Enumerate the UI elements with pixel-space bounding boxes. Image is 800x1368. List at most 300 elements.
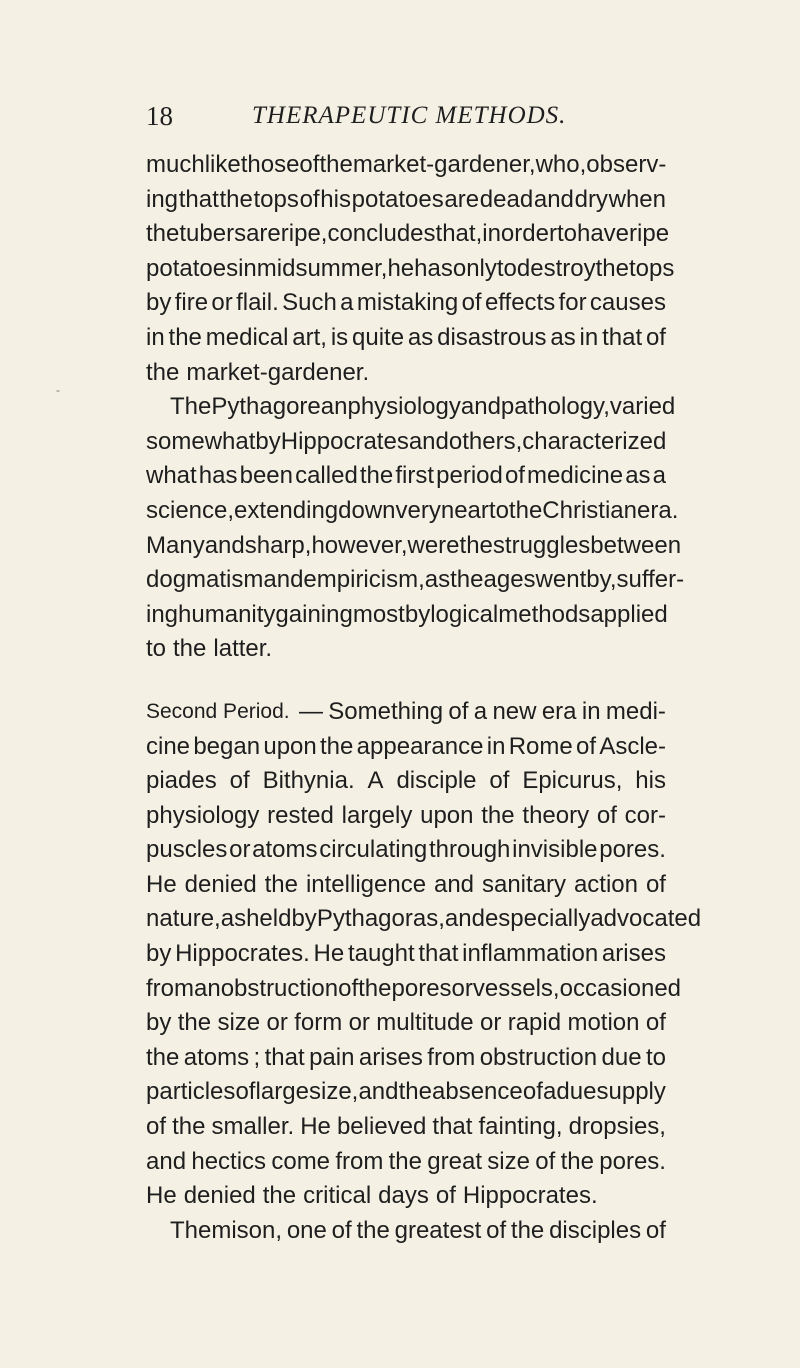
word: in: [238, 254, 257, 282]
word: Hippocrates.: [462, 1182, 598, 1210]
word: rested: [267, 801, 334, 829]
word: in: [482, 220, 501, 248]
word: the: [177, 1009, 212, 1037]
word: and: [204, 531, 245, 559]
word: the: [146, 358, 180, 386]
word: disciple: [396, 767, 477, 795]
word: he: [387, 254, 415, 282]
word: the: [560, 1147, 594, 1175]
word: size: [487, 1147, 530, 1175]
word: as: [424, 566, 451, 594]
word: suffer-: [616, 566, 685, 594]
word: varied: [609, 393, 676, 421]
text-line: [146, 529, 682, 564]
word: inflammation: [462, 940, 599, 968]
word: tops: [253, 185, 299, 213]
word: first: [395, 462, 435, 490]
word: A: [367, 767, 384, 795]
word: from: [146, 974, 194, 1002]
word: however,: [311, 531, 408, 559]
word: pathology,: [500, 393, 610, 421]
word: come: [271, 1147, 331, 1175]
word: the: [219, 185, 253, 213]
text-line: [146, 764, 666, 799]
word: to: [645, 1043, 666, 1071]
word: cor-: [624, 801, 666, 829]
text-line: [146, 799, 666, 834]
word: particles: [146, 1078, 236, 1106]
word: days: [378, 1182, 429, 1210]
word: that,: [435, 220, 483, 248]
body-text: [146, 148, 702, 1248]
word: extending: [234, 496, 339, 524]
word: due: [601, 1043, 642, 1071]
word: to: [496, 254, 517, 282]
word: and: [444, 905, 485, 933]
word: critical: [303, 1182, 372, 1210]
word: ing: [146, 185, 179, 213]
text-line: [146, 730, 666, 765]
word: science,: [146, 496, 235, 524]
word: the: [481, 801, 515, 829]
word: ripe: [629, 220, 670, 248]
word: that: [432, 1113, 473, 1141]
word: by: [146, 1009, 172, 1037]
word: medical: [205, 323, 289, 351]
text-line: [146, 632, 666, 667]
word: vessels,: [472, 974, 560, 1002]
word: to: [556, 220, 577, 248]
word: mistaking: [356, 289, 459, 317]
word: denied: [184, 870, 257, 898]
word: are: [444, 185, 480, 213]
word: Many: [146, 531, 205, 559]
word: and: [358, 1078, 399, 1106]
word: of: [645, 1009, 666, 1037]
text-line: [146, 1006, 666, 1041]
word: were: [407, 531, 460, 559]
word: hectics: [191, 1147, 267, 1175]
word: his: [320, 185, 351, 213]
word: market-gardener,: [352, 151, 536, 178]
word: logical: [430, 600, 499, 628]
word: upon: [263, 732, 317, 760]
word: very: [395, 496, 441, 524]
word: —: [298, 697, 323, 725]
word: of: [435, 1182, 456, 1210]
word: He: [300, 1113, 331, 1141]
word: pores.: [599, 1147, 666, 1175]
paragraph-2: [146, 390, 685, 667]
text-line: [146, 1179, 666, 1214]
word: Hippocrates.: [175, 940, 310, 968]
word: the: [398, 1078, 432, 1106]
word: occasioned: [559, 974, 682, 1002]
word: that: [178, 185, 219, 213]
text-line: [146, 425, 666, 460]
word: of: [504, 462, 525, 490]
word: of: [338, 974, 359, 1002]
word: who,: [535, 151, 587, 178]
paragraph-gap: [146, 667, 666, 695]
word: potatoes: [351, 185, 444, 213]
word: of: [645, 1216, 666, 1244]
word: era.: [637, 496, 679, 524]
word: observ-: [586, 151, 667, 178]
word: Hippocrates: [280, 427, 409, 455]
text-line: [146, 286, 666, 321]
word: between: [590, 531, 682, 559]
word: invisible: [512, 836, 598, 864]
word: potatoes: [146, 254, 239, 282]
word: that: [602, 323, 643, 351]
word: midsummer,: [256, 254, 388, 282]
word: others,: [448, 427, 523, 455]
word: an: [194, 974, 221, 1002]
text-line: [146, 459, 666, 494]
word: He: [146, 870, 177, 898]
word: and: [408, 427, 449, 455]
word: of: [486, 1216, 507, 1244]
word: atoms: [183, 1043, 250, 1071]
word: Bithynia.: [262, 767, 355, 795]
word: when: [608, 185, 666, 213]
word: characterized: [522, 427, 667, 455]
word: tubers: [179, 220, 247, 248]
word: Ascle-: [599, 732, 666, 760]
word: of: [522, 1078, 543, 1106]
word: has: [198, 462, 238, 490]
word: denied: [183, 1182, 256, 1210]
word: or: [348, 1009, 370, 1037]
text-line: [146, 494, 679, 529]
word: the: [146, 220, 180, 248]
word: gaining: [275, 600, 353, 628]
word: of: [229, 767, 250, 795]
word: from: [427, 1043, 476, 1071]
word: great: [427, 1147, 482, 1175]
word: his: [635, 767, 666, 795]
page-number: 18: [146, 101, 173, 131]
word: The: [170, 393, 212, 421]
word: in: [486, 732, 506, 760]
word: applied: [590, 600, 668, 628]
word: the: [319, 151, 353, 178]
word: humanity: [178, 600, 276, 628]
word: motion: [567, 1009, 640, 1037]
word: Pythagorean: [211, 393, 348, 421]
word: most: [352, 600, 405, 628]
word: supply: [596, 1078, 666, 1106]
word: effects: [484, 289, 556, 317]
word: order: [500, 220, 557, 248]
word: is: [330, 323, 349, 351]
word: of: [535, 1147, 556, 1175]
word: pores: [391, 974, 452, 1002]
word: largely: [341, 801, 413, 829]
word: of: [596, 801, 617, 829]
word: from: [335, 1147, 384, 1175]
word: or: [211, 289, 233, 317]
word: by: [146, 940, 172, 968]
word: began: [193, 732, 261, 760]
word: market-gardener.: [186, 358, 370, 386]
paragraph-1: [146, 148, 675, 390]
word: much: [146, 151, 205, 178]
word: sanitary: [481, 870, 567, 898]
word: of: [645, 323, 666, 351]
word: era: [541, 697, 577, 725]
word: disastrous: [437, 323, 547, 351]
word: dead: [479, 185, 534, 213]
word: by: [255, 427, 281, 455]
word: of: [461, 289, 482, 317]
word: one: [286, 1216, 327, 1244]
word: the: [388, 1147, 422, 1175]
word: believed: [336, 1113, 427, 1141]
word: latter.: [213, 635, 273, 663]
word: ripe,: [280, 220, 328, 248]
text-line: [146, 1110, 666, 1145]
word: Something: [328, 697, 444, 725]
text-line: [146, 390, 676, 425]
word: obstruction: [479, 1043, 598, 1071]
word: by,: [586, 566, 617, 594]
word: or: [451, 974, 473, 1002]
text-line: [146, 1145, 666, 1180]
word: smaller.: [211, 1113, 295, 1141]
word: rapid: [507, 1009, 562, 1037]
word: Epicurus,: [522, 767, 623, 795]
text-line: [146, 148, 666, 183]
word: upon: [420, 801, 474, 829]
word: has: [414, 254, 453, 282]
word: a: [340, 289, 354, 317]
word: dogmatism: [146, 566, 264, 594]
word: the: [450, 566, 484, 594]
word: of: [235, 1078, 256, 1106]
word: the: [173, 635, 207, 663]
word: through: [429, 836, 511, 864]
word: physiology: [347, 393, 461, 421]
word: that: [418, 940, 459, 968]
word: greatest: [394, 1216, 482, 1244]
text-line: [146, 356, 666, 391]
word: that: [264, 1043, 305, 1071]
word: only: [452, 254, 497, 282]
word: nature,: [146, 905, 221, 933]
word: are: [246, 220, 281, 248]
word: or: [266, 1009, 288, 1037]
word: the: [356, 1216, 390, 1244]
text-line: [146, 598, 666, 633]
word: the: [262, 1182, 297, 1210]
word: the: [358, 974, 392, 1002]
word: dry: [574, 185, 608, 213]
word: of: [448, 697, 469, 725]
word: obstruction: [220, 974, 339, 1002]
word: of: [299, 151, 320, 178]
word: went: [535, 566, 587, 594]
word: of: [489, 767, 510, 795]
text-line: [146, 833, 666, 868]
word: the: [595, 254, 629, 282]
word: of: [576, 732, 597, 760]
word: held: [246, 905, 292, 933]
word: ;: [253, 1043, 261, 1071]
word: by: [291, 905, 317, 933]
word: medi-: [605, 697, 666, 725]
word: arises: [601, 940, 666, 968]
text-line: [146, 972, 682, 1007]
word: the: [146, 1043, 180, 1071]
word: art,: [292, 323, 327, 351]
word: action: [573, 870, 638, 898]
word: taught: [347, 940, 415, 968]
word: and: [263, 566, 304, 594]
word: those: [240, 151, 300, 178]
text-line: [146, 252, 675, 287]
word: a: [652, 462, 666, 490]
word: like: [204, 151, 241, 178]
text-line: [146, 563, 685, 598]
word: been: [239, 462, 293, 490]
word: the: [459, 531, 493, 559]
word: arises: [358, 1043, 423, 1071]
word: puscles: [146, 836, 228, 864]
word: intelligence: [305, 870, 427, 898]
word: form: [294, 1009, 343, 1037]
word: a: [473, 697, 488, 725]
word: of: [331, 1216, 352, 1244]
page-blemish: -: [56, 383, 60, 397]
word: and: [433, 870, 475, 898]
word: the: [264, 870, 299, 898]
text-line: [146, 1041, 666, 1076]
word: struggles: [492, 531, 591, 559]
word: disciples: [549, 1216, 642, 1244]
word: sharp,: [244, 531, 312, 559]
word: by: [146, 289, 172, 317]
page-header: [146, 96, 666, 136]
word: atoms: [252, 836, 318, 864]
word: for: [558, 289, 587, 317]
word: the: [320, 732, 354, 760]
word: Rome: [508, 732, 573, 760]
word: destroy: [516, 254, 596, 282]
word: due: [556, 1078, 597, 1106]
word: or: [229, 836, 251, 864]
text-line: [146, 937, 666, 972]
word: near: [440, 496, 489, 524]
word: large: [255, 1078, 309, 1106]
word: and: [460, 393, 501, 421]
running-title: THERAPEUTIC METHODS.: [252, 102, 567, 129]
word: to: [146, 635, 167, 663]
word: as: [625, 462, 651, 490]
word: advocated: [590, 905, 702, 933]
word: have: [576, 220, 630, 248]
word: concludes: [327, 220, 436, 248]
paragraph-3: [146, 695, 702, 1214]
word: pores.: [599, 836, 666, 864]
word: He: [146, 1182, 177, 1210]
word: medicine: [527, 462, 624, 490]
word: ing: [146, 600, 179, 628]
word: in: [146, 323, 165, 351]
section-heading: Second Period.: [146, 699, 290, 723]
word: multitude: [376, 1009, 474, 1037]
text-line: [146, 217, 670, 252]
word: the: [508, 496, 543, 524]
word: by: [404, 600, 431, 628]
word: down: [338, 496, 396, 524]
word: cine: [146, 732, 191, 760]
word: tops: [628, 254, 675, 282]
word: empiricism,: [303, 566, 425, 594]
text-line: [146, 868, 666, 903]
text-line: [146, 183, 666, 218]
word: what: [146, 462, 197, 490]
word: absence: [432, 1078, 523, 1106]
word: methods: [498, 600, 591, 628]
text-line: [146, 902, 702, 937]
word: as: [550, 323, 576, 351]
word: quite: [352, 323, 405, 351]
word: period: [436, 462, 503, 490]
word: physiology: [146, 801, 260, 829]
word: Pythagoras,: [316, 905, 445, 933]
word: the: [172, 1113, 206, 1141]
word: of: [645, 870, 666, 898]
word: dropsies,: [568, 1113, 666, 1141]
word: piades: [146, 767, 217, 795]
word: as: [220, 905, 247, 933]
word: circulating: [319, 836, 428, 864]
word: fainting,: [478, 1113, 563, 1141]
word: appearance: [356, 732, 484, 760]
word: size: [217, 1009, 261, 1037]
word: or: [480, 1009, 502, 1037]
word: pain: [309, 1043, 355, 1071]
paragraph-4: [146, 1214, 666, 1249]
word: size,: [309, 1078, 359, 1106]
word: theory: [522, 801, 590, 829]
word: called: [295, 462, 358, 490]
word: flail.: [236, 289, 279, 317]
text-line: [146, 1214, 666, 1249]
word: to: [488, 496, 509, 524]
text-line-with-heading: [146, 695, 666, 730]
word: especially: [484, 905, 591, 933]
word: causes: [589, 289, 666, 317]
text-line: [146, 1075, 666, 1110]
word: the: [510, 1216, 545, 1244]
word: in: [579, 323, 599, 351]
word: Such: [282, 289, 337, 317]
word: new: [492, 697, 537, 725]
word: and: [146, 1147, 187, 1175]
word: of: [299, 185, 320, 213]
word: somewhat: [146, 427, 256, 455]
word: fire: [174, 289, 209, 317]
word: the: [359, 462, 394, 490]
word: Christian: [542, 496, 637, 524]
word: and: [533, 185, 574, 213]
word: a: [542, 1078, 557, 1106]
text-line: [146, 321, 666, 356]
word: in: [581, 697, 601, 725]
